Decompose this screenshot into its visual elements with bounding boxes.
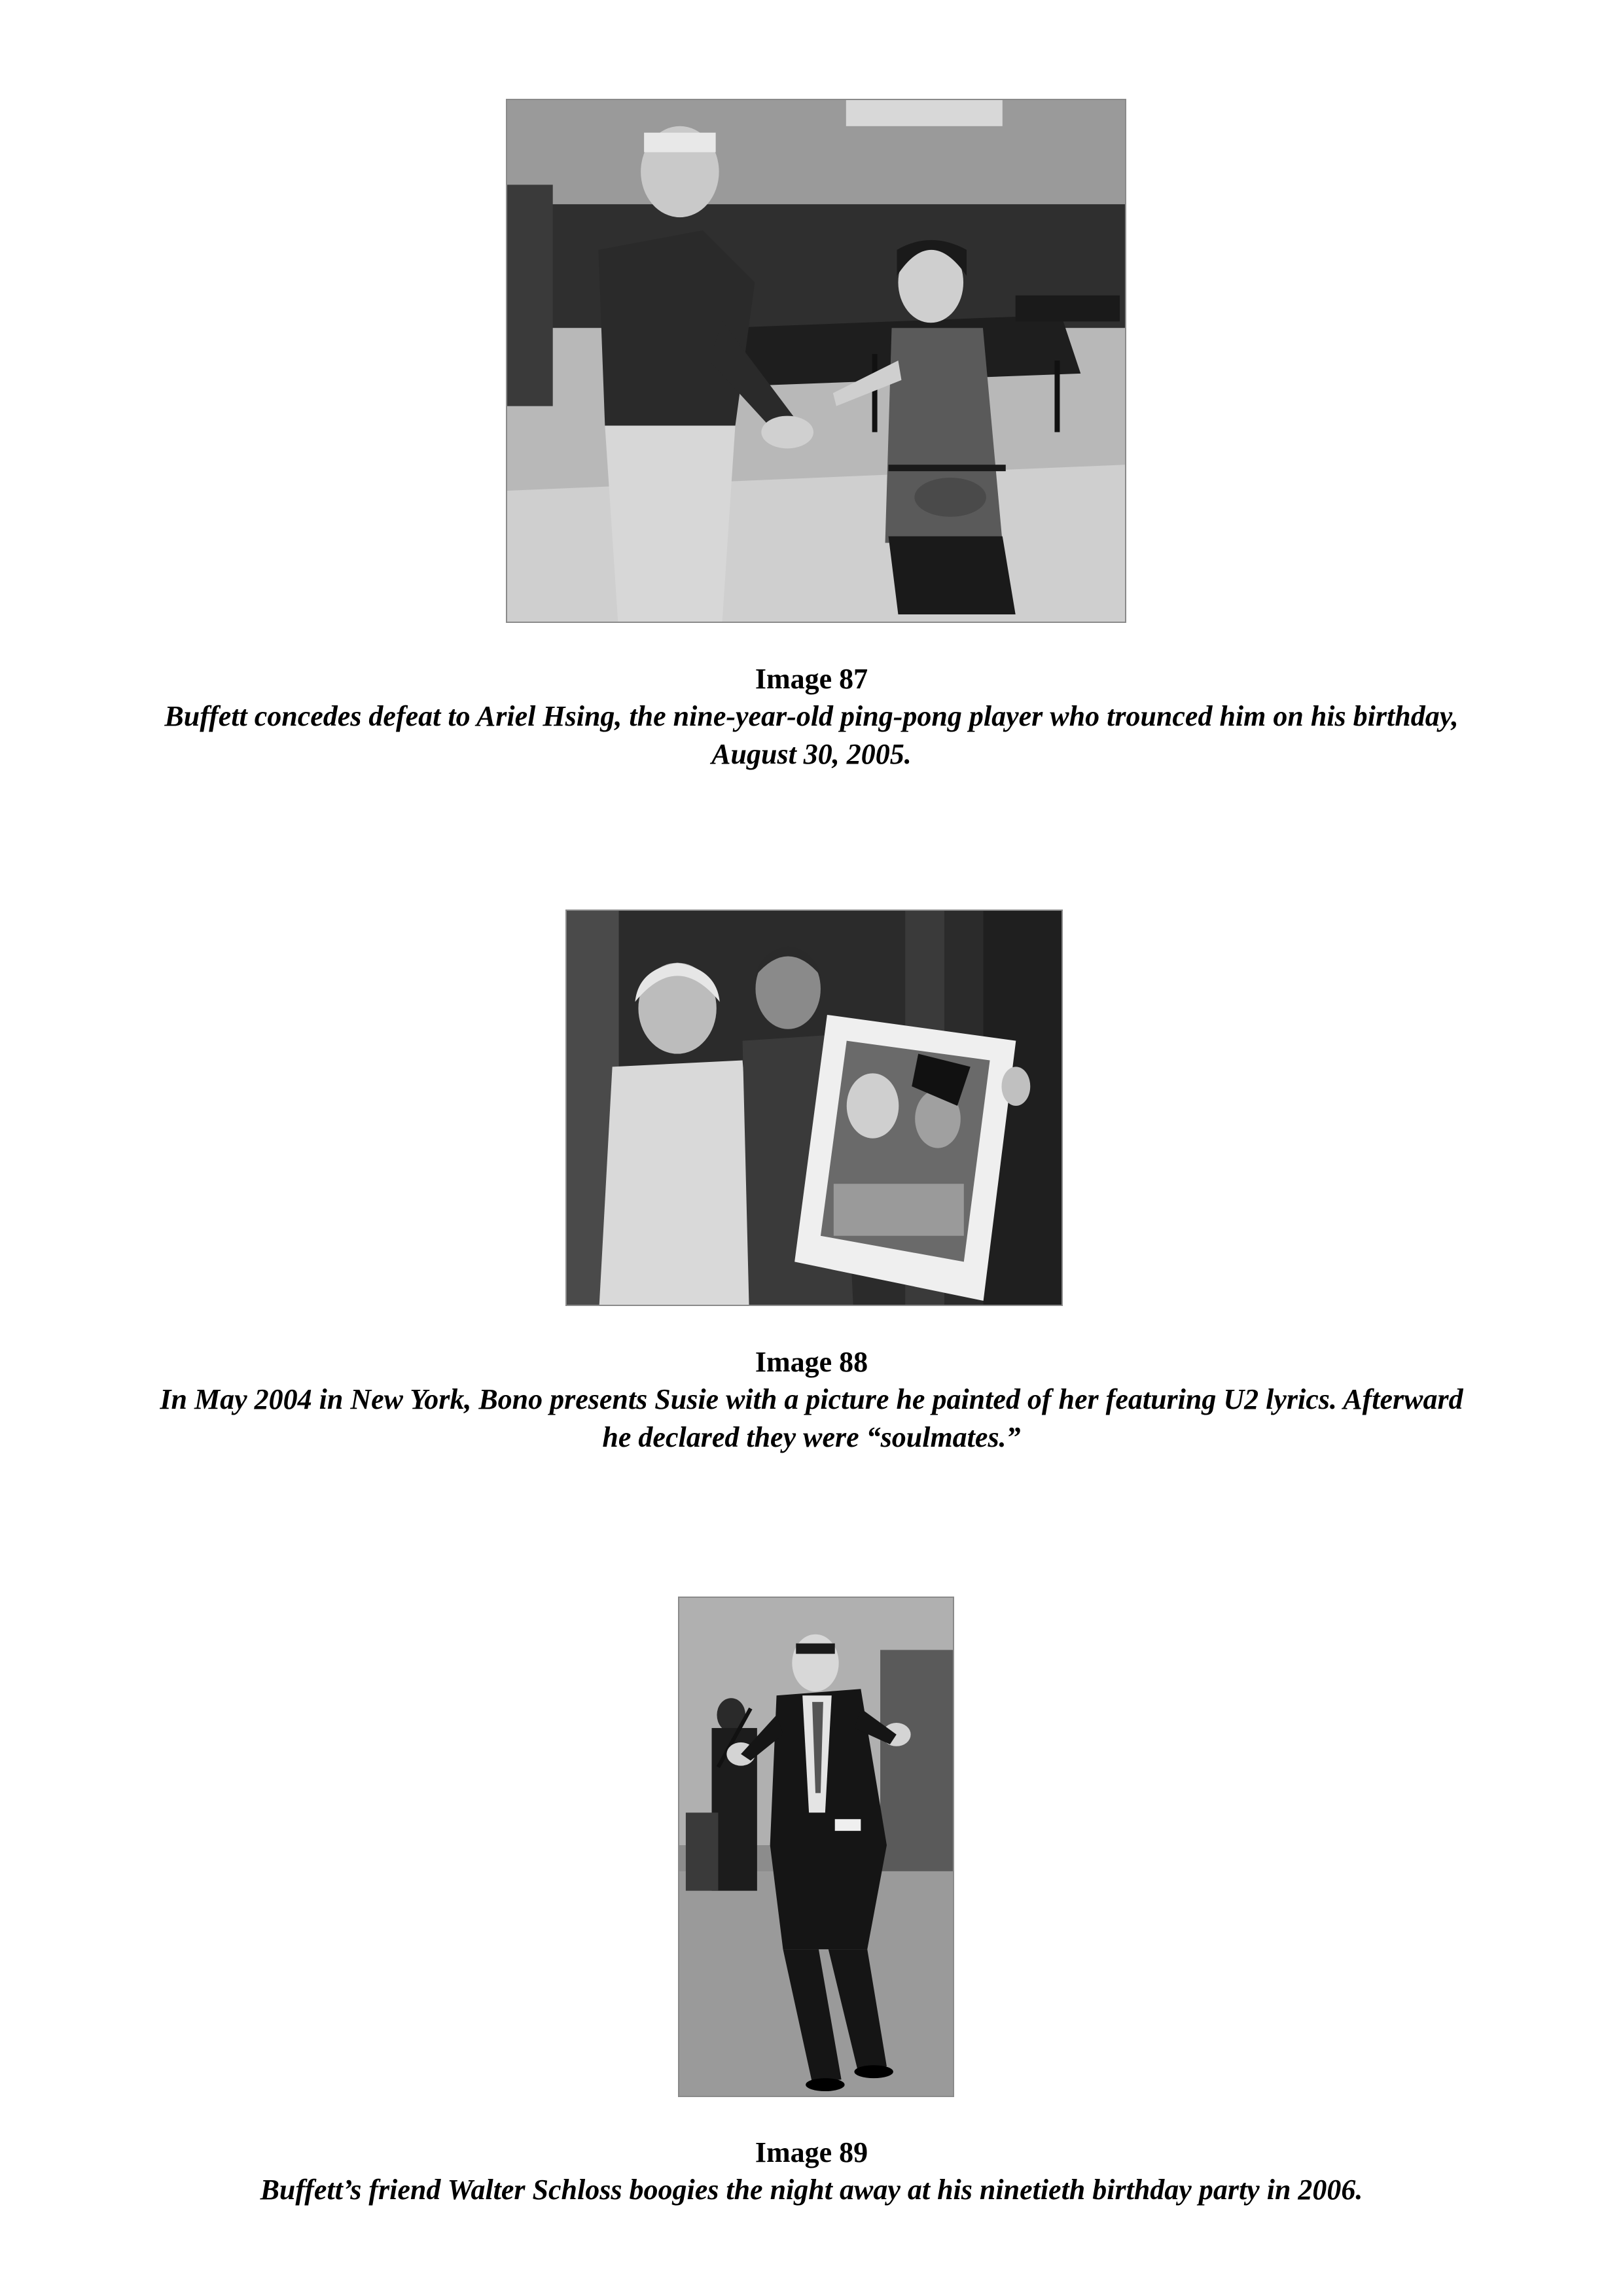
photo-89-image xyxy=(679,1598,953,2096)
figure-89-caption: Buffett’s friend Walter Schloss boogies the night away at his ninetieth birthday party in 2006. xyxy=(260,2174,1363,2206)
figure-87-title: Image 87 xyxy=(755,663,868,695)
figure-88-title: Image 88 xyxy=(755,1346,868,1378)
photo-89 xyxy=(678,1597,954,2097)
figure-88-caption-block xyxy=(131,1344,1492,1457)
photo-88-image xyxy=(567,911,1061,1305)
figure-89-title: Image 89 xyxy=(755,2136,868,2168)
figure-87-caption-block xyxy=(131,661,1492,773)
figure-89-caption-block xyxy=(131,2134,1492,2209)
photo-87 xyxy=(506,99,1126,623)
photo-88 xyxy=(565,910,1063,1306)
photo-87-image xyxy=(507,100,1125,622)
figure-87-caption: Buffett concedes defeat to Ariel Hsing, the nine-year-old ping-pong player who trounced him on his birthday, August 30, 2005. xyxy=(164,700,1459,770)
figure-88-caption: In May 2004 in New York, Bono presents Susie with a picture he painted of her featuring U2 lyrics. Afterward he declared they were “soulmates.” xyxy=(160,1383,1463,1453)
